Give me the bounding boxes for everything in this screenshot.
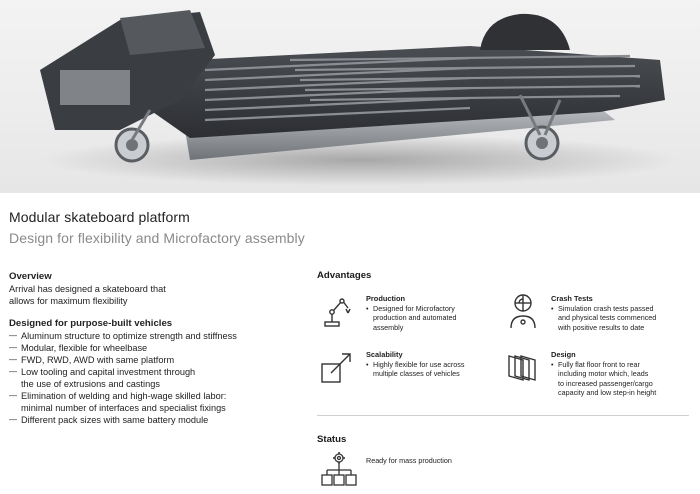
overview-line: allows for maximum flexibility (9, 296, 128, 306)
robot-arm-icon (320, 294, 356, 330)
advantages-heading: Advantages (317, 270, 372, 281)
list-item: • Fully flat floor front to rear including motor which, leads to increased passenger/cargo capacity and low step-in height (551, 360, 686, 398)
section-divider (317, 415, 689, 416)
status-heading: Status (317, 434, 347, 445)
advantage-crash-tests (551, 294, 681, 332)
list-item: — Low tooling and capital investment through the use of extrusions and castings (9, 366, 299, 390)
list-item: — Modular, flexible for wheelbase (9, 342, 299, 354)
list-item: • Highly flexible for use across multiple classes of vehicles (366, 360, 486, 379)
list-item: — Elimination of welding and high-wage skilled labor: minimal number of interfaces and specialist fixings (9, 390, 299, 414)
list-item: — Different pack sizes with same battery module (9, 414, 299, 426)
crash-title: Crash Tests (551, 294, 593, 303)
list-item: • Designed for Microfactory production and automated assembly (366, 304, 486, 333)
left-column (9, 271, 299, 426)
hierarchy-gear-icon (320, 450, 358, 488)
advantage-scalability (366, 350, 486, 379)
designed-heading: Designed for purpose-built vehicles (9, 318, 173, 329)
list-item: — FWD, RWD, AWD with same platform (9, 354, 299, 366)
hero-image (0, 0, 700, 193)
skateboard-platform-illustration (0, 0, 700, 193)
page-title: Modular skateboard platform (9, 209, 190, 225)
list-item: • Simulation crash tests passed and physical tests commenced with positive results to date (551, 304, 681, 333)
status-text: Ready for mass production (366, 456, 452, 465)
scalability-title: Scalability (366, 350, 403, 359)
designed-list (9, 330, 299, 426)
production-title: Production (366, 294, 406, 303)
crash-dummy-icon (505, 292, 541, 330)
page-subtitle: Design for flexibility and Microfactory assembly (9, 230, 305, 246)
overview-heading: Overview (9, 271, 52, 282)
design-title: Design (551, 350, 576, 359)
advantage-design (551, 350, 686, 398)
list-item: — Aluminum structure to optimize strength and stiffness (9, 330, 299, 342)
scale-expand-icon (320, 350, 356, 386)
advantage-production (366, 294, 486, 332)
layered-frames-icon (505, 350, 543, 386)
overview-line: Arrival has designed a skateboard that (9, 284, 166, 294)
